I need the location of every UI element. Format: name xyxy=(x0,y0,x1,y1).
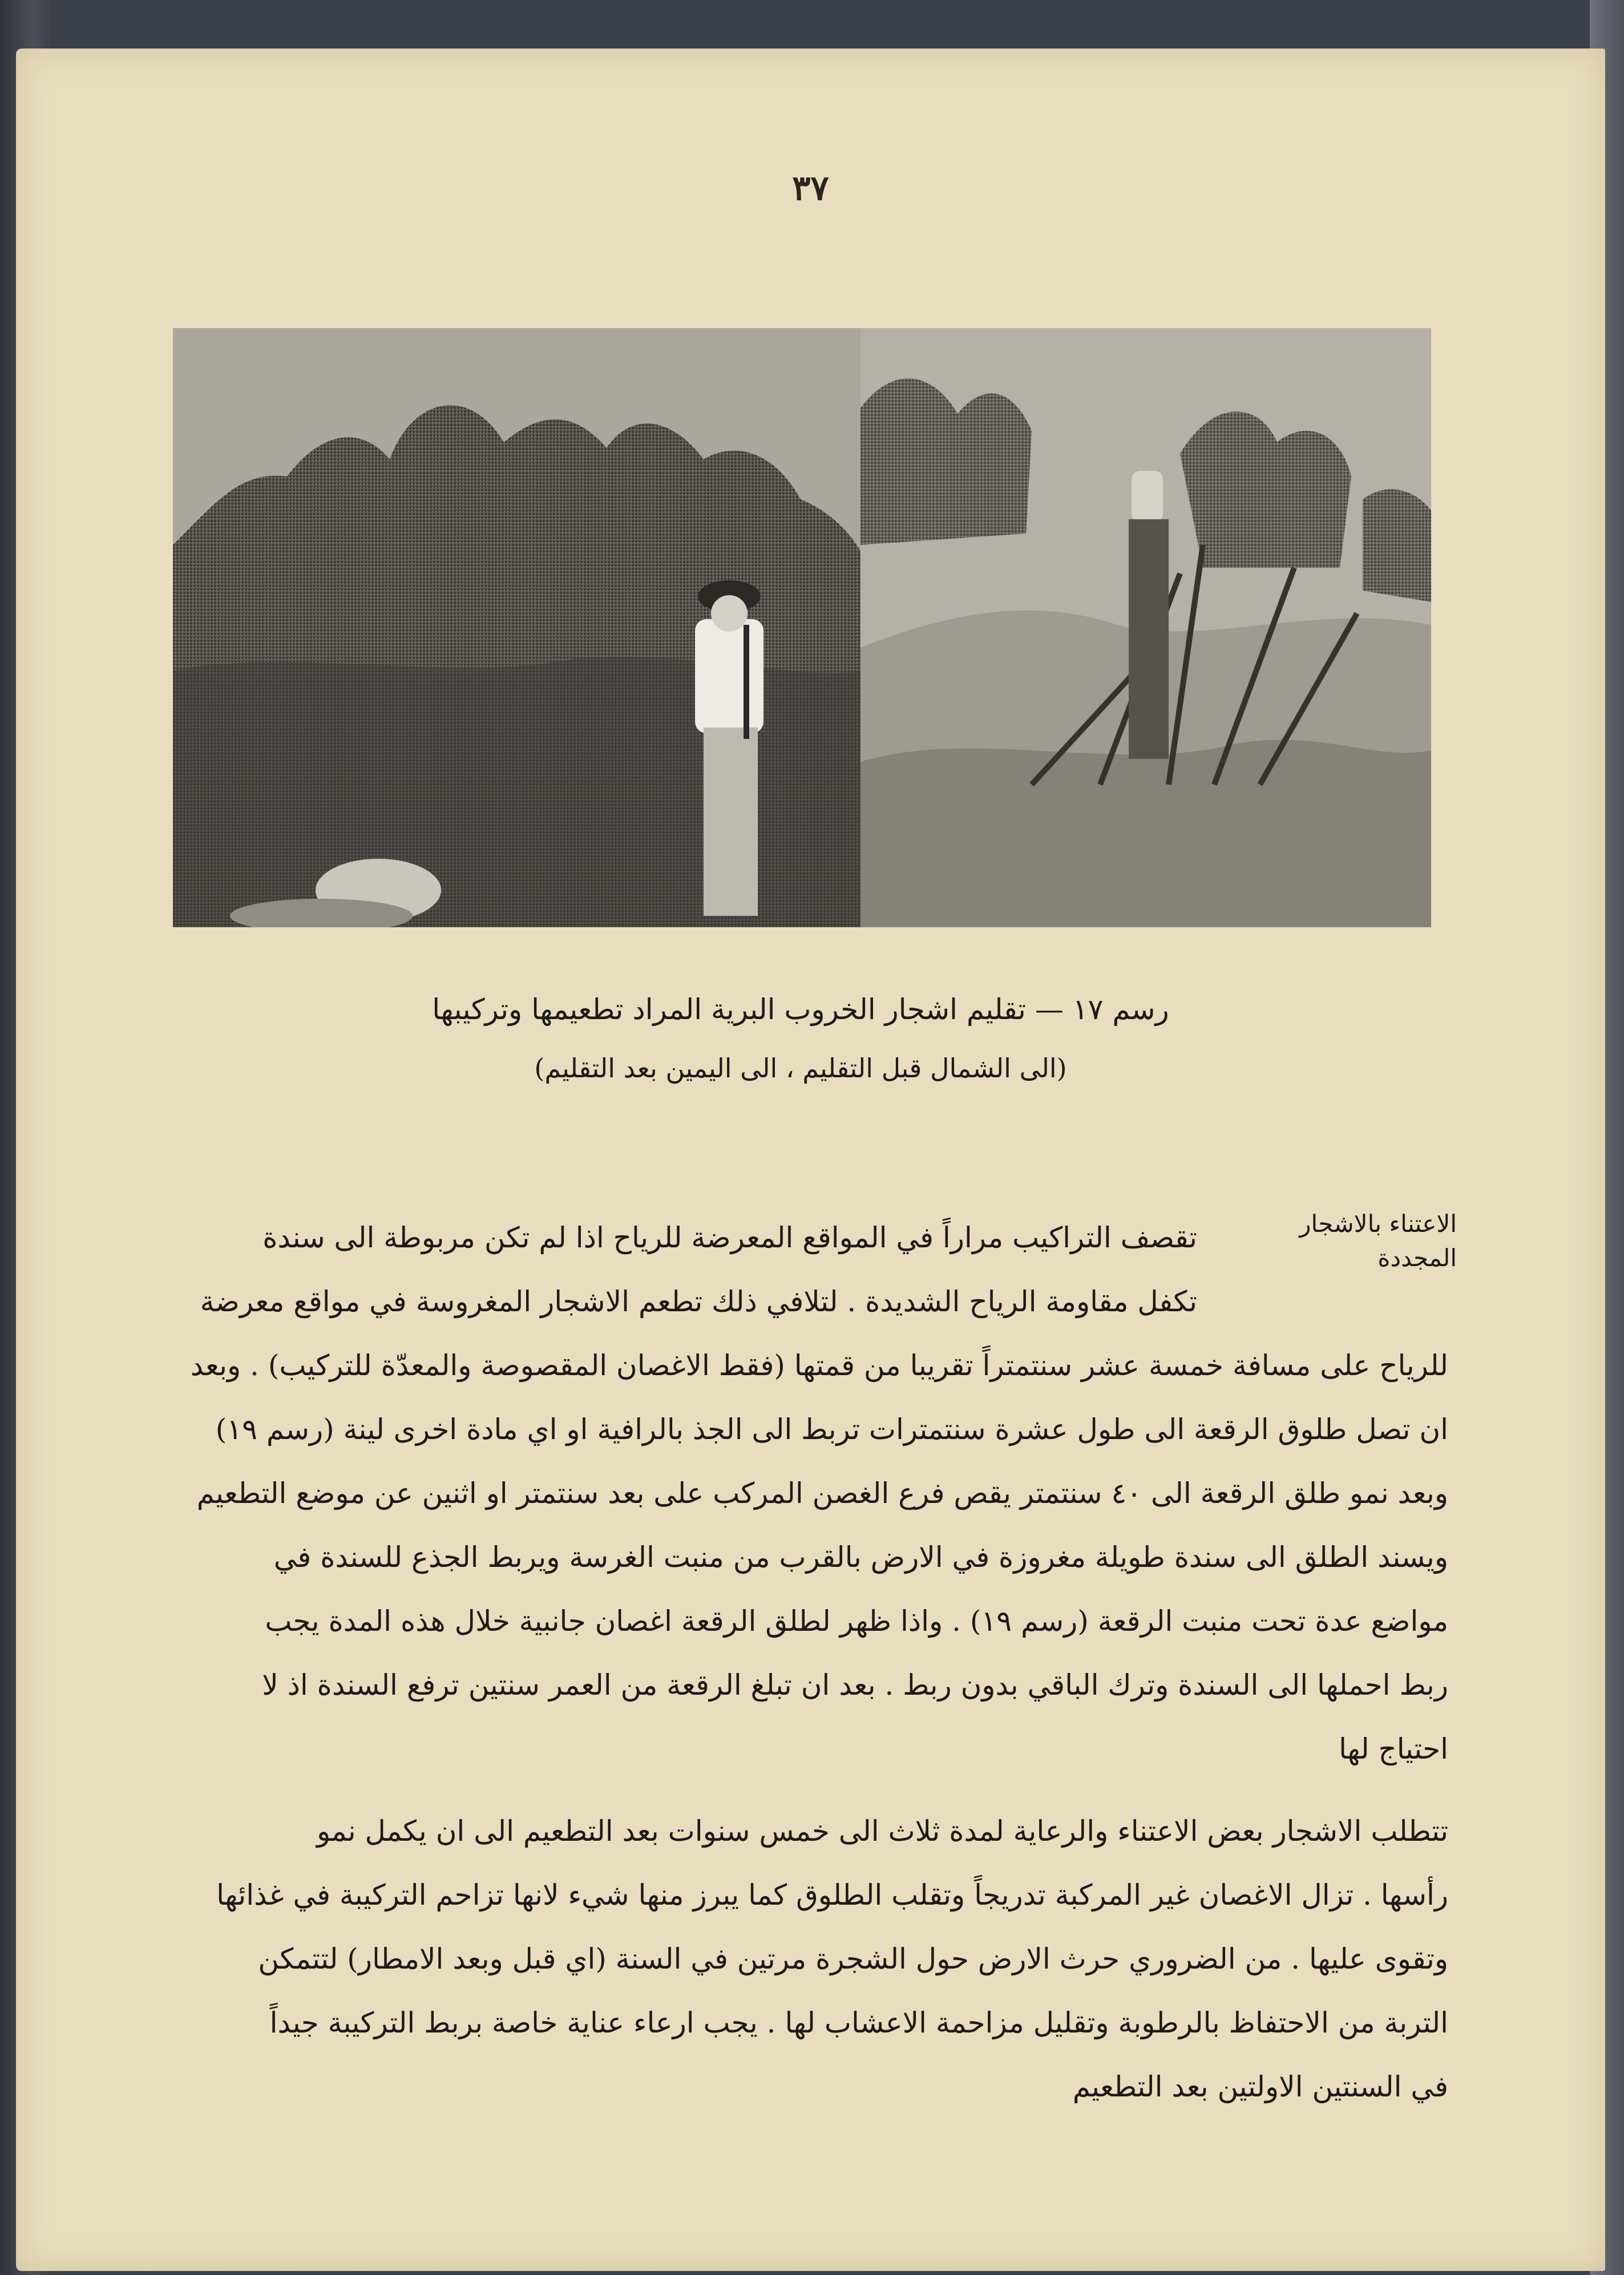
text-line: ان تصل طلوق الرقعة الى طول عشرة سنتمترات تربط الى الجذ بالرافية او اي مادة اخرى لينة (رسم ١٩) xyxy=(215,1413,1448,1446)
text-line: تقصف التراكيب مراراً في المواقع المعرضة للرياح اذا لم تكن مربوطة الى سندة xyxy=(262,1221,1197,1254)
text-line: ويسند الطلق الى سندة طويلة مغروزة في الارض بالقرب من منبت الغرسة ويربط الجذع للسندة في xyxy=(273,1541,1448,1574)
text-line: تكفل مقاومة الرياح الشديدة . لتلافي ذلك تطعم الاشجار المغروسة في مواقع معرضة xyxy=(200,1285,1197,1318)
figure-caption-subtitle: (الى الشمال قبل التقليم ، الى اليمين بعد التقليم) xyxy=(534,1053,1067,1084)
photo-before-pruning xyxy=(173,328,863,927)
book-page xyxy=(16,49,1605,2271)
photo-after-pruning xyxy=(861,328,1431,927)
text-line: رأسها . تزال الاغصان غير المركبة تدريجاً وتقلب الطلوق كما يبرز منها شيء لانها تزاحم التركيبة في غذائها xyxy=(216,1878,1448,1912)
margin-heading-line: الاعتناء بالاشجار xyxy=(1299,1210,1457,1238)
text-line: تتطلب الاشجار بعض الاعتناء والرعاية لمدة ثلاث الى خمس سنوات بعد التطعيم الى ان يكمل نمو xyxy=(316,1815,1448,1848)
text-line: التربة من الاحتفاظ بالرطوبة وتقليل مزاحمة الاعشاب لها . يجب ارعاء عناية خاصة بربط التركيبة جيداً xyxy=(269,2006,1448,2039)
margin-heading-line: المجددة xyxy=(1377,1244,1457,1272)
text-line: وتقوى عليها . من الضروري حرث الارض حول الشجرة مرتين في السنة (اي قبل وبعد الامطار) لتتمكن xyxy=(258,1942,1448,1975)
text-line: ربط احملها الى السندة وترك الباقي بدون ربط . بعد ان تبلغ الرقعة من العمر سنتين ترفع السندة اذ لا xyxy=(262,1668,1448,1702)
text-line: مواضع عدة تحت منبت الرقعة (رسم ١٩) . واذا ظهر لطلق الرقعة اغصان جانبية خلال هذه المدة يجب xyxy=(265,1605,1448,1638)
page-number: ٣٧ xyxy=(792,168,829,208)
text-line: احتياج لها xyxy=(1339,1732,1448,1765)
figure-caption: رسم ١٧ — تقليم اشجار الخروب البرية المراد تطعيمها وتركيبها xyxy=(432,993,1169,1026)
text-line: وبعد نمو طلق الرقعة الى ٤٠ سنتمتر يقص فرع الغصن المركب على بعد سنتمتر او اثنين عن موضع التطعيم xyxy=(196,1477,1448,1510)
paragraph-1 xyxy=(187,1206,1448,1781)
text-line: في السنتين الاولتين بعد التطعيم xyxy=(1072,2070,1448,2103)
paragraph-2 xyxy=(187,1799,1448,2119)
text-line: للرياح على مسافة خمسة عشر سنتمتراً تقريبا من قمتها (فقط الاغصان المقصوصة والمعدّة للتركيب) . وبعد xyxy=(190,1349,1448,1382)
